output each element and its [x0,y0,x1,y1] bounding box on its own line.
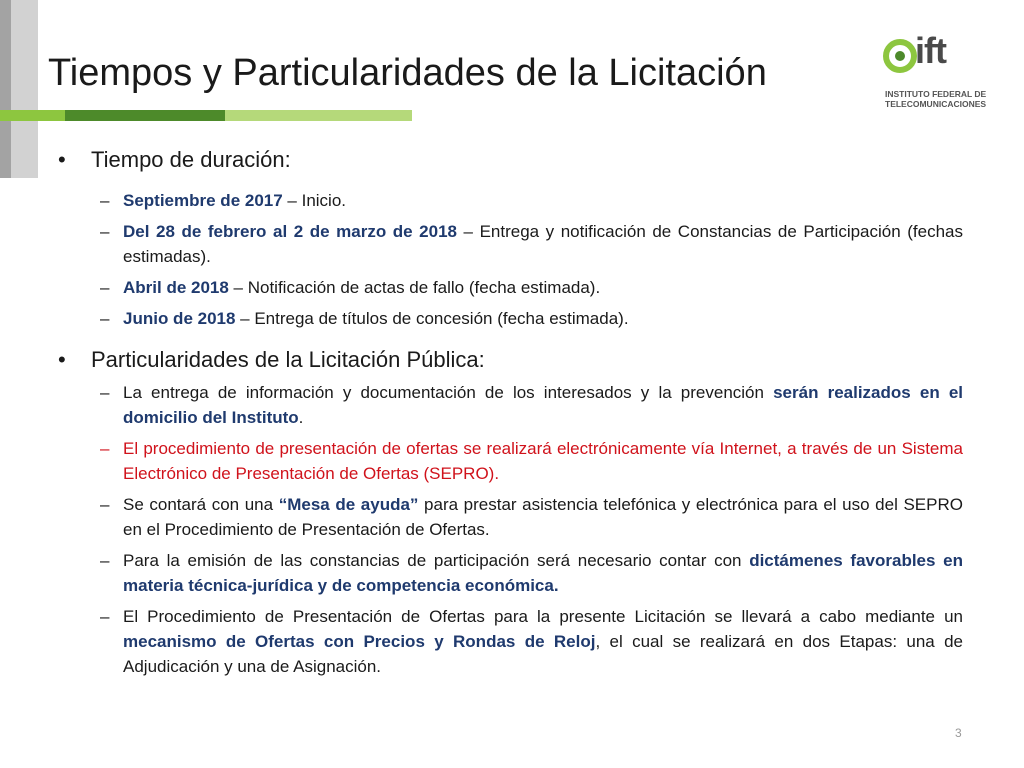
sub-item [100,306,963,331]
dash: – [100,222,110,241]
sub-item-red [100,436,963,486]
ift-logo-wordmark: ift [915,30,946,71]
item-highlight: dictámenes favorables en materia técnica-jurídica y de competencia económica. [123,551,963,595]
item-text: , el cual se realizará en dos Etapas: una de Adjudicación y una de Asignación. [123,632,963,676]
slide-content [58,145,963,679]
item-highlight: serán realizados en el domicilio del Instituto [123,383,964,427]
side-bar-light [11,0,38,178]
item-highlight: mecanismo de Ofertas con Precios y Rondas de Reloj [123,632,596,651]
side-bar-dark [0,0,11,178]
sub-item [100,548,963,598]
ift-logo-line1: INSTITUTO FEDERAL DE [885,89,987,99]
item-text: – Entrega y notificación de Constancias de Participación (fechas estimadas). [123,222,964,266]
item-text: – Notificación de actas de fallo (fecha estimada). [228,278,601,297]
dash: – [100,495,110,514]
dash: – [100,191,110,210]
item-text: para prestar asistencia telefónica y electrónica para el uso del SEPRO en el Procedimiento de Presentación de Ofertas. [123,495,963,539]
sub-item [100,275,963,300]
bullet-tiempo [58,145,963,174]
accent-stripe-2 [65,110,225,121]
bullet-particularidades [58,345,963,374]
bullet-dot: • [58,147,66,172]
item-text: Se contará con una [123,495,279,514]
item-text: . [298,408,304,427]
item-text: – Entrega de títulos de concesión (fecha estimada). [235,309,629,328]
dash: – [100,551,110,570]
dash: – [100,309,110,328]
dash: – [100,607,110,626]
sub-item [100,219,963,269]
sub-item [100,188,963,213]
ift-logo [883,30,987,120]
date-highlight: Septiembre de 2017 [123,191,283,210]
date-highlight: Del 28 de febrero al 2 de marzo de 2018 [123,222,457,241]
date-highlight: Junio de 2018 [123,309,236,328]
accent-stripe-3 [225,110,412,121]
sub-item [100,492,963,542]
accent-stripe-1 [0,110,65,121]
bullet-heading: Tiempo de duración: [91,147,291,172]
item-text: La entrega de información y documentación de los interesados y la prevención [123,383,774,402]
item-text: El procedimiento de presentación de ofertas se realizará electrónicamente vía Internet, a través de un Sistema Electrónico de Presentación de Ofertas (SEPRO). [123,439,963,483]
sub-item [100,604,963,679]
slide-title: Tiempos y Particularidades de la Licitación [48,52,767,94]
item-text: El Procedimiento de Presentación de Ofertas para la presente Licitación se llevará a cabo mediante un [123,607,963,626]
bullet-dot: • [58,347,66,372]
date-highlight: Abril de 2018 [123,278,229,297]
item-highlight: “Mesa de ayuda” [278,495,419,514]
ift-logo-icon [883,38,917,74]
bullet-heading: Particularidades de la Licitación Pública: [91,347,485,372]
dash: – [100,439,110,458]
dash: – [100,383,110,402]
item-text: Para la emisión de las constancias de participación será necesario contar con [123,551,750,570]
sub-item [100,380,963,430]
dash: – [100,278,110,297]
ift-logo-line2: TELECOMUNICACIONES [885,99,987,109]
item-text: – Inicio. [282,191,347,210]
page-number: 3 [955,726,962,740]
